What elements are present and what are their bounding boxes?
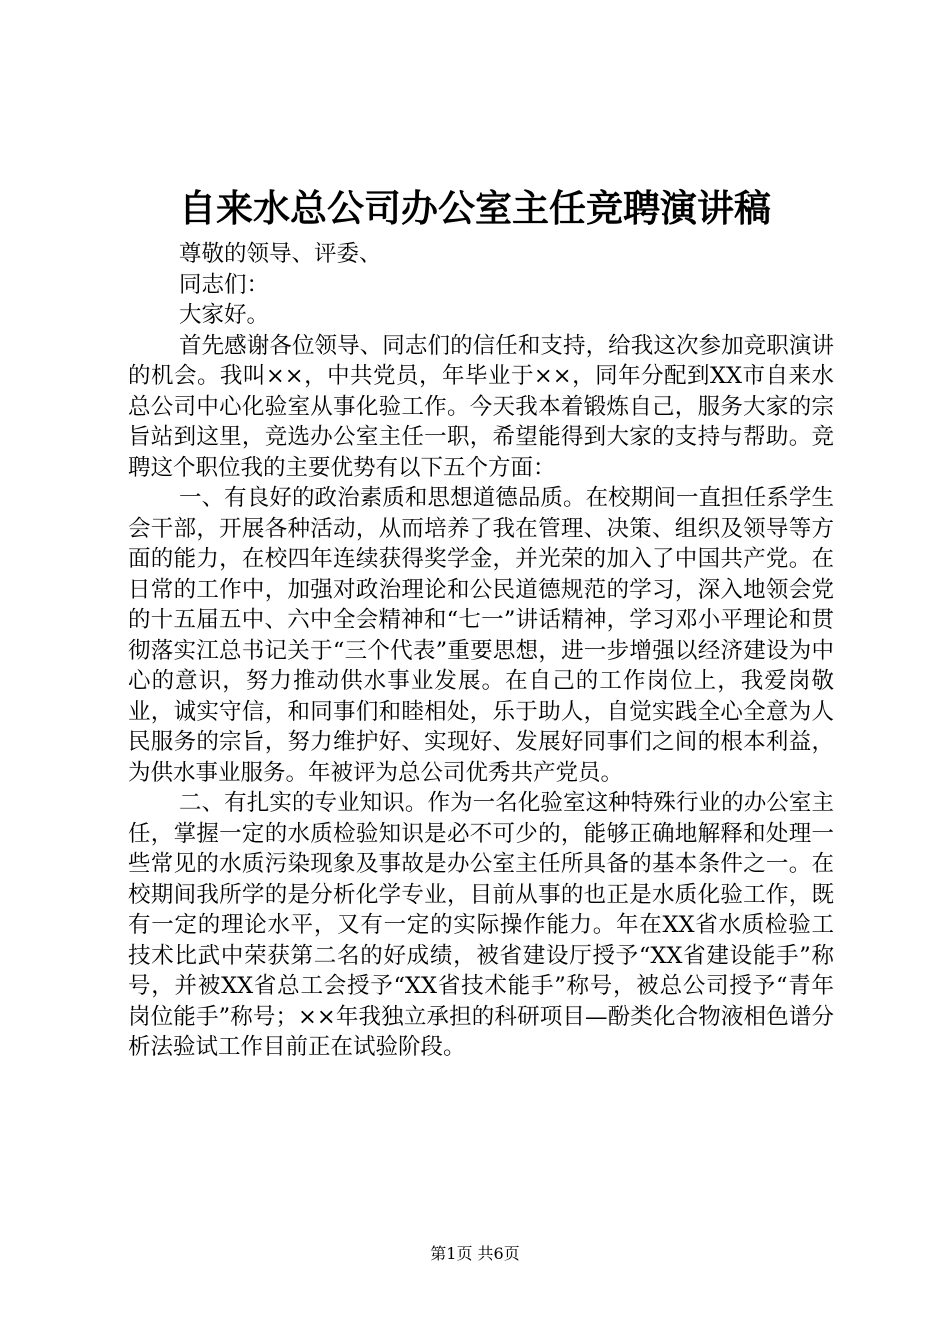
greeting-line: 大家好。 — [179, 302, 270, 328]
body-paragraph-point-1: 一、有良好的政治素质和思想道德品质。在校期间一直担任系学生会干部，开展各种活动，从而培养了我在管理、决策、组织及领导等方面的能力，在校四年连续获得奖学金，并光荣的加入了中国共产党。在日常的工作中，加强对政治理论和公民道德规范的学习，深入地领会党的十五届五中、六中全会精神和“七一”讲话精神，学习邓小平理论和贯彻落实江总书记关于“三个代表”重要思想，进一步增强以经济建设为中心的意识，努力推动供水事业发展。在自己的工作岗位上，我爱岗敬业，诚实守信，和同事们和睦相处，乐于助人，自觉实践全心全意为人民服务的宗旨，努力维护好、实现好、发展好同事们之间的根本利益，为供水事业服务。年被评为总公司优秀共产党员。 — [128, 485, 834, 786]
document-body — [128, 239, 834, 1063]
salutation-line: 尊敬的领导、评委、 — [179, 241, 382, 267]
salutation-line: 同志们： — [179, 271, 270, 298]
body-paragraph-point-2: 二、有扎实的专业知识。作为一名化验室这种特殊行业的办公室主任，掌握一定的水质检验知识是必不可少的，能够正确地解释和处理一些常见的水质污染现象及事故是办公室主任所具备的基本条件之一。在校期间我所学的是分析化学专业，目前从事的也正是水质化验工作，既有一定的理论水平，又有一定的实际操作能力。年在XX省水质检验工技术比武中荣获第二名的好成绩，被省建设厅授予“XX省建设能手”称号，并被XX省总工会授予“XX省技术能手”称号，被总公司授予“青年岗位能手”称号；××年我独立承担的科研项目—酚类化合物液相色谱分析法验试工作目前正在试验阶段。 — [128, 790, 834, 1060]
document-title: 自来水总公司办公室主任竞聘演讲稿 — [179, 186, 771, 230]
page-number-footer: 第1页 共6页 — [430, 1244, 520, 1263]
body-paragraph-intro: 首先感谢各位领导、同志们的信任和支持，给我这次参加竞职演讲的机会。我叫××，中共党员，年毕业于××，同年分配到XX市自来水总公司中心化验室从事化验工作。今天我本着锻炼自己，服务大家的宗旨站到这里，竞选办公室主任一职，希望能得到大家的支持与帮助。竞聘这个职位我的主要优势有以下五个方面： — [128, 332, 834, 481]
